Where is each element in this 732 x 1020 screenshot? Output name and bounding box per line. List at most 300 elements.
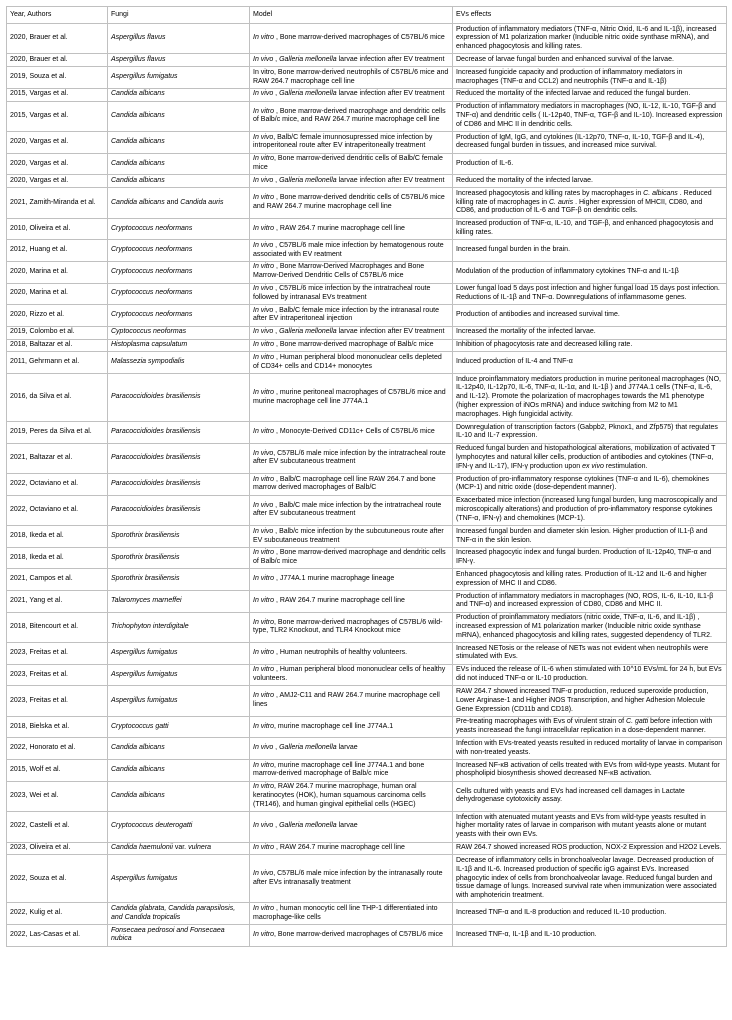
text-segment: . Higher expression of MHCII, CD80, and CD86, and production of IL-6 and TGF-β on dendritic cells.: [456, 198, 703, 215]
italic-text-segment: In vitro: [253, 34, 275, 42]
table-row: [7, 175, 727, 188]
cell-effects: [453, 925, 727, 947]
text-segment: , C57BL/6 male mice infection by hematogenous route associated with EV reatment: [253, 241, 444, 258]
text-segment: 2021, Baltazar et al.: [10, 454, 73, 461]
text-segment: 2021, Yang et al.: [10, 596, 63, 604]
italic-text-segment: In vivo: [253, 744, 274, 752]
cell-model: [250, 240, 453, 262]
cell-model: [250, 474, 453, 496]
italic-text-segment: Sporothrix brasiliensis: [111, 553, 180, 561]
text-segment: 2020, Vargas et al.: [10, 138, 69, 146]
col-header-year-authors: Year, Authors: [7, 7, 108, 24]
cell-year-authors: [7, 175, 108, 188]
cell-year-authors: [7, 925, 108, 947]
text-segment: , murine macrophage cell line J774A.1: [274, 722, 394, 730]
cell-fungi: [108, 760, 250, 782]
cell-effects: [453, 67, 727, 89]
italic-text-segment: In vitro: [253, 427, 275, 435]
cell-year-authors: [7, 903, 108, 925]
cell-effects: [453, 218, 727, 240]
italic-text-segment: Cryptococcus gatti: [111, 722, 169, 730]
cell-fungi: [108, 175, 250, 188]
text-segment: Modulation of the production of inflammatory cytokines TNF-α and IL-1β: [456, 267, 679, 275]
italic-text-segment: Galleria mellonella: [279, 744, 337, 752]
italic-text-segment: Paracoccidioides brasiliensis: [111, 427, 201, 435]
text-segment: 2016, da Silva et al.: [10, 393, 72, 401]
cell-effects: [453, 781, 727, 811]
cell-model: [250, 547, 453, 569]
text-segment: 2023, Wei et al.: [10, 792, 59, 799]
text-segment: Inhibition of phagocytosis rate and decreased killing rate.: [456, 341, 633, 349]
text-segment: In vitro, Bone marrow-derived neutrophils of C57BL/6 mice and RAW 264.7 macrophage cell line: [253, 68, 449, 85]
text-segment: Infection with atenuated mutant yeasts and EVs from wild-type yeasts resulted in higher mortality rates of larvae in comparison with mutant yeasts alone or mutant yeasts with their own EVs.: [456, 813, 707, 839]
cell-fungi: [108, 664, 250, 686]
italic-text-segment: Galleria mellonella: [279, 176, 337, 184]
text-segment: 2023, Freitas et al.: [10, 670, 68, 678]
table-row: [7, 240, 727, 262]
cell-year-authors: [7, 240, 108, 262]
cell-fungi: [108, 305, 250, 327]
cell-effects: [453, 903, 727, 925]
text-segment: , C57BL/6 male mice infection by the intratracheal route after EV subcutaneous treatment: [253, 449, 446, 466]
text-segment: Increased fungicide capacity and production of inflammatory mediators in macrophages (TNF-α and CCL2) and neutrophils (TNF-α and IL-1β): [456, 68, 683, 85]
text-segment: larvae: [336, 744, 358, 752]
italic-text-segment: Aspergillus flavus: [111, 55, 166, 63]
cell-model: [250, 175, 453, 188]
italic-text-segment: Candida albicans: [111, 198, 165, 206]
cell-fungi: [108, 261, 250, 283]
text-segment: EVs induced the release of IL-6 when stimulated with 10^10 EVs/mL for 24 h, but EVs did not induced TNF-α or IL-10 production.: [456, 666, 722, 683]
cell-effects: [453, 760, 727, 782]
cell-fungi: [108, 903, 250, 925]
text-segment: Increased NETosis or the release of NETs was not evident when neutrophils were stimulated with Evs.: [456, 644, 709, 661]
italic-text-segment: In vivo: [253, 133, 274, 141]
italic-text-segment: Trichophyton interdigitale: [111, 623, 189, 630]
italic-text-segment: Aspergillus fumigatus: [111, 73, 178, 81]
text-segment: Infection with EVs-treated yeasts resulted in reduced mortality of larvae in comparison with non-treated yeasts.: [456, 739, 723, 756]
table-row: [7, 101, 727, 131]
text-segment: ,: [273, 176, 280, 184]
italic-text-segment: In vitro: [253, 194, 275, 202]
table-row: [7, 760, 727, 782]
italic-text-segment: In vitro: [253, 596, 275, 604]
italic-text-segment: In vivo: [253, 328, 274, 336]
text-segment: before infection with yeasts increasead the fungi intracellular replication in a dose-dependent manner.: [456, 718, 713, 735]
italic-text-segment: In vitro: [253, 783, 275, 791]
cell-effects: [453, 283, 727, 305]
cell-year-authors: [7, 474, 108, 496]
text-segment: Production of IL-6.: [456, 159, 514, 167]
col-header-evs-effects: EVs effects: [453, 7, 727, 24]
italic-text-segment: Cryptococcus neoformans: [111, 267, 193, 275]
table-row: [7, 842, 727, 855]
italic-text-segment: Cryptococcus deuterogatti: [111, 822, 193, 830]
italic-text-segment: Galleria mellonella: [279, 90, 337, 98]
cell-year-authors: [7, 101, 108, 131]
text-segment: Pre-treating macrophages with Evs of virulent strain of: [456, 718, 627, 726]
cell-fungi: [108, 612, 250, 642]
italic-text-segment: Candida albicans: [111, 159, 165, 167]
cell-fungi: [108, 812, 250, 842]
table-row: [7, 54, 727, 67]
table-row: [7, 526, 727, 548]
text-segment: , RAW 264.7 murine macrophage cell line: [274, 596, 405, 604]
cell-effects: [453, 188, 727, 218]
table-row: [7, 261, 727, 283]
cell-effects: [453, 842, 727, 855]
table-row: [7, 781, 727, 811]
cell-year-authors: [7, 153, 108, 175]
cell-model: [250, 283, 453, 305]
cell-fungi: [108, 526, 250, 548]
cell-year-authors: [7, 326, 108, 339]
cell-fungi: [108, 54, 250, 67]
cell-year-authors: [7, 547, 108, 569]
cell-effects: [453, 153, 727, 175]
italic-text-segment: In vitro: [253, 224, 275, 232]
table-row: [7, 67, 727, 89]
header-row: [7, 7, 727, 24]
cell-year-authors: [7, 374, 108, 422]
cell-model: [250, 374, 453, 422]
text-segment: , RAW 264.7 murine macrophage cell line: [274, 844, 405, 852]
text-segment: , Bone marrow-derived macrophages of C57BL/6 wild-type, TLR2 Knockout, and TLR4 Knockout mice: [253, 618, 443, 635]
cell-model: [250, 526, 453, 548]
text-segment: , Monocyte-Derived CD11c+ Cells of C57BL/6 mice: [274, 427, 435, 435]
table-row: [7, 422, 727, 444]
cell-model: [250, 781, 453, 811]
cell-effects: [453, 374, 727, 422]
cell-model: [250, 716, 453, 738]
cell-effects: [453, 101, 727, 131]
cell-year-authors: [7, 261, 108, 283]
italic-text-segment: ex vivo: [582, 462, 604, 470]
text-segment: Production of inflammatory mediators in macrophages (NO, ROS, IL-6, IL-10, IL1-β and TNF-α) and increased expression of CD80, CD86 and MHC II.: [456, 592, 714, 609]
italic-text-segment: In vitro: [253, 341, 275, 349]
cell-model: [250, 326, 453, 339]
cell-effects: [453, 526, 727, 548]
cell-effects: [453, 855, 727, 903]
table-row: [7, 569, 727, 591]
italic-text-segment: Candida albicans: [111, 792, 165, 799]
cell-year-authors: [7, 305, 108, 327]
italic-text-segment: Galleria mellonella: [279, 822, 337, 830]
text-segment: larvae infection after EV treatment: [336, 90, 445, 98]
cell-fungi: [108, 925, 250, 947]
text-segment: Increased phagocytic index and fungal burden. Production of IL-12p40, TNF-α and IFN-γ.: [456, 549, 712, 566]
cell-effects: [453, 716, 727, 738]
cell-effects: [453, 474, 727, 496]
table-row: [7, 855, 727, 903]
cell-model: [250, 760, 453, 782]
text-segment: , Human peripheral blood mononuclear cells of healthy volunteers.: [253, 666, 446, 683]
text-segment: , Bone marrow-derived macrophage and dendritic cells of Balb/c mice, and RAW 264.7 murine macrophage cell line: [253, 107, 446, 124]
italic-text-segment: In vitro: [253, 844, 275, 852]
cell-model: [250, 422, 453, 444]
cell-effects: [453, 547, 727, 569]
text-segment: , Human peripheral blood mononuclear cells depleted of CD34+ cells and CD14+ monocytes: [253, 353, 442, 370]
text-segment: 2022, Octaviano et al.: [10, 506, 79, 514]
italic-text-segment: In vitro: [253, 353, 275, 361]
cell-year-authors: [7, 188, 108, 218]
text-segment: Production of pro-inflammatory response cytokines (TNF-α and IL-6), chemokines (MCP-1) and nitric oxide (dose-dependent manner).: [456, 475, 710, 492]
cell-year-authors: [7, 760, 108, 782]
cell-fungi: [108, 855, 250, 903]
italic-text-segment: In vivo: [253, 241, 274, 249]
italic-text-segment: In vitro: [253, 263, 275, 271]
italic-text-segment: In vivo: [253, 501, 274, 509]
text-segment: 2012, Huang et al.: [10, 246, 68, 254]
table-row: [7, 339, 727, 352]
text-segment: Increased fungal burden in the brain.: [456, 246, 571, 254]
cell-fungi: [108, 240, 250, 262]
cell-model: [250, 54, 453, 67]
cell-fungi: [108, 781, 250, 811]
italic-text-segment: In vitro: [253, 722, 275, 730]
table-header: [7, 7, 727, 24]
table-row: [7, 591, 727, 613]
cell-model: [250, 24, 453, 54]
cell-model: [250, 591, 453, 613]
text-segment: 2015, Vargas et al.: [10, 90, 69, 98]
cell-effects: [453, 738, 727, 760]
table-row: [7, 218, 727, 240]
cell-fungi: [108, 443, 250, 473]
text-segment: , Human neutrophils of healthy volunteers.: [274, 649, 408, 657]
italic-text-segment: In vitro: [253, 549, 275, 557]
text-segment: 2010, Oliveira et al.: [10, 224, 71, 232]
italic-text-segment: Candida albicans: [111, 112, 165, 119]
cell-effects: [453, 443, 727, 473]
italic-text-segment: In vitro: [253, 761, 275, 769]
cell-fungi: [108, 474, 250, 496]
cell-year-authors: [7, 495, 108, 525]
text-segment: Increased NF-κB activation of cells treated with EVs from wild-type yeasts. Mutant for phospholipid biosynthesis showed decreased NF-κB activation.: [456, 761, 720, 778]
cell-model: [250, 153, 453, 175]
cell-model: [250, 686, 453, 716]
text-segment: 2011, Gehrmann et al.: [10, 358, 80, 366]
text-segment: 2019, Peres da Silva et al.: [10, 427, 92, 435]
text-segment: , RAW 264.7 murine macrophage cell line: [274, 224, 405, 232]
cell-effects: [453, 612, 727, 642]
cell-effects: [453, 175, 727, 188]
text-segment: 2020, Vargas et al.: [10, 176, 69, 184]
cell-effects: [453, 569, 727, 591]
text-segment: ,: [273, 744, 280, 752]
cell-fungi: [108, 218, 250, 240]
text-segment: , human monocytic cell line THP-1 differentiated into macrophage-like cells: [253, 904, 438, 921]
cell-year-authors: [7, 54, 108, 67]
italic-text-segment: In vitro: [253, 649, 275, 657]
text-segment: , Bone marrow-derived macrophage of Balb/c mice: [274, 341, 434, 349]
cell-fungi: [108, 339, 250, 352]
text-segment: 2022, Las-Casas et al.: [10, 930, 81, 938]
italic-text-segment: Sporothrix brasiliensis: [111, 532, 180, 540]
cell-model: [250, 132, 453, 154]
text-segment: , Bone marrow-derived macrophage and dendritic cells of Balb/c mice: [253, 549, 446, 566]
italic-text-segment: vulnera: [188, 844, 212, 852]
text-segment: , J774A.1 murine macrophage lineage: [274, 575, 395, 583]
text-segment: RAW 264.7 showed increased ROS production, NOX-2 Expression and H2O2 Levels.: [456, 844, 722, 852]
italic-text-segment: Candida albicans: [111, 90, 165, 98]
cell-model: [250, 352, 453, 374]
italic-text-segment: Cyptococcus neoformas: [111, 328, 187, 336]
italic-text-segment: Candida albicans: [111, 176, 165, 184]
cell-effects: [453, 686, 727, 716]
text-segment: 2023, Freitas et al.: [10, 696, 68, 704]
text-segment: restimulation.: [603, 462, 648, 470]
text-segment: , Bone Marrow-Derived Macrophages and Bone Marrow-Derived Dendritic Cells of C57BL/6 mice: [253, 263, 425, 280]
cell-effects: [453, 54, 727, 67]
text-segment: 2020, Brauer et al.: [10, 34, 68, 42]
italic-text-segment: In vitro: [253, 666, 275, 674]
italic-text-segment: C. auris: [549, 198, 574, 206]
text-segment: 2022, Octaviano et al.: [10, 480, 79, 488]
italic-text-segment: In vivo: [253, 822, 274, 830]
cell-effects: [453, 24, 727, 54]
text-segment: Increased the mortality of the infected larvae.: [456, 328, 596, 336]
cell-fungi: [108, 374, 250, 422]
cell-model: [250, 812, 453, 842]
cell-model: [250, 569, 453, 591]
text-segment: , Balb/C male mice infection by the intratracheal route after EV subcutaneous treatment: [253, 501, 442, 518]
text-segment: Increased phagocytosis and killing rates by macrophages in: [456, 189, 644, 197]
text-segment: , murine peritoneal macrophages of C57BL/6 mice and murine macrophage cell line J774A.1: [253, 388, 446, 405]
cell-fungi: [108, 591, 250, 613]
italic-text-segment: In vitro: [253, 575, 275, 583]
text-segment: 2015, Wolf et al.: [10, 765, 61, 773]
text-segment: Reduced the mortality of the infected larvae.: [456, 176, 593, 184]
table-row: [7, 283, 727, 305]
text-segment: , Bone marrow-derived macrophages of C57BL/6 mice: [274, 34, 445, 42]
text-segment: Production of IgM, IgG, and cytokines (IL-12p70, TNF-α, IL-10, TGF-β and IL-4), decreased fungal burden in tissues, and increased mice survival.: [456, 133, 705, 150]
text-segment: 2018, Ikeda et al.: [10, 532, 64, 540]
text-segment: Reduced fungal burden and histopathological alterations, mobilization of activated T lymphocytes and natural killer cells, production of antibodies and cytokines (TNF-α, IFN-γ and IL-17), IFN-γ production upon: [456, 445, 716, 470]
text-segment: 2023, Freitas et al.: [10, 649, 68, 657]
table-row: [7, 812, 727, 842]
cell-effects: [453, 591, 727, 613]
italic-text-segment: In vitro: [253, 155, 275, 163]
italic-text-segment: Malassezia sympodialis: [111, 358, 185, 366]
cell-fungi: [108, 153, 250, 175]
cell-year-authors: [7, 812, 108, 842]
text-segment: 2021, Campos et al.: [10, 575, 73, 583]
text-segment: Decrease of inflammatory cells in bronchoalveolar lavage. Decreased production of IL-1β and IL-6. Increased production of specific igG against EVs. Increased phagocytic index of cells from bronchoalveolar lavage. Reduced fungal burden and tissue damage of lungs. Increased survival rate when immunization were associated with amphotericin treatment.: [456, 856, 717, 900]
italic-text-segment: Candida glabrata, Candida parapsilosis, and Candida tropicalis: [111, 904, 236, 921]
cell-year-authors: [7, 218, 108, 240]
cell-effects: [453, 305, 727, 327]
cell-year-authors: [7, 738, 108, 760]
italic-text-segment: In vivo: [253, 285, 274, 292]
cell-year-authors: [7, 526, 108, 548]
text-segment: 2023, Oliveira et al.: [10, 844, 71, 852]
table-row: [7, 352, 727, 374]
cell-model: [250, 643, 453, 665]
italic-text-segment: In vitro: [253, 107, 275, 115]
table-row: [7, 686, 727, 716]
cell-fungi: [108, 24, 250, 54]
table-body: [7, 24, 727, 947]
italic-text-segment: Candida auris: [180, 198, 224, 206]
col-header-fungi: Fungi: [108, 7, 250, 24]
text-segment: Downregulation of transcription factors (Gabpb2, Pknox1, and Zfp575) that regulates IL-10 and IL-7 expression.: [456, 423, 718, 440]
text-segment: Induced production of IL-4 and TNF-α: [456, 358, 573, 366]
text-segment: Exacerbated mice infection (increased lung fungal burden, lung macroscopically and microscopically alterations) and production of pro-inflammatory response cytokines (TNF-α, IFN-γ) and chemokines (MCP-1).: [456, 497, 718, 522]
cell-fungi: [108, 716, 250, 738]
italic-text-segment: Galleria mellonella: [279, 55, 337, 63]
text-segment: ,: [273, 90, 280, 98]
italic-text-segment: Galleria mellonella: [279, 328, 337, 336]
italic-text-segment: Aspergillus fumigatus: [111, 874, 178, 882]
evs-effects-table: [6, 6, 727, 947]
table-row: [7, 443, 727, 473]
table-row: [7, 495, 727, 525]
cell-year-authors: [7, 422, 108, 444]
table-row: [7, 664, 727, 686]
cell-fungi: [108, 738, 250, 760]
text-segment: , Bone marrow-derived dendritic cells of C57BL/6 mice and RAW 264.7 murine macrophage cell line: [253, 194, 445, 210]
italic-text-segment: In vitro: [253, 930, 275, 938]
italic-text-segment: Cryptococcus neoformans: [111, 311, 193, 319]
cell-model: [250, 188, 453, 218]
text-segment: Increased fungal burden and diameter skin lesion. Higher production of IL1-β and TNF-α in the skin lesion.: [456, 527, 708, 544]
italic-text-segment: In vivo: [253, 90, 274, 98]
italic-text-segment: Candida albicans: [111, 765, 165, 773]
cell-year-authors: [7, 643, 108, 665]
table-row: [7, 738, 727, 760]
text-segment: 2022, Honorato et al.: [10, 744, 76, 752]
cell-effects: [453, 495, 727, 525]
italic-text-segment: Candida albicans: [111, 744, 165, 752]
text-segment: 2015, Vargas et al.: [10, 112, 69, 119]
cell-year-authors: [7, 612, 108, 642]
italic-text-segment: In vivo: [253, 449, 274, 457]
text-segment: , RAW 264.7 murine macrophage, human oral keratinocytes (HOK), human squamous carcinoma cells (TR146), and human gingival epithelial cells (HGEC): [253, 783, 426, 808]
text-segment: Increased production of TNF-α, IL-10, and TGF-β, and enhanced phagocytosis and killing rates.: [456, 220, 714, 236]
text-segment: 2018, Bitencourt et al.: [10, 623, 79, 630]
italic-text-segment: Candida haemulonii: [111, 844, 173, 852]
text-segment: , Bone marrow-derived dendritic cells of Balb/C female mice: [253, 155, 443, 172]
text-segment: Lower fungal load 5 days post infection and higher fungal load 15 days post infection. Reductions of IL-1β and TNF-α. Downregulations of inflammasome genes.: [456, 285, 720, 301]
cell-model: [250, 67, 453, 89]
text-segment: , Balb/C female mice infection by the intranasal route after EV intraperitoneal injection: [253, 306, 439, 323]
cell-year-authors: [7, 339, 108, 352]
cell-fungi: [108, 283, 250, 305]
cell-model: [250, 495, 453, 525]
cell-model: [250, 443, 453, 473]
text-segment: ,: [273, 55, 280, 63]
col-header-model: Model: [250, 7, 453, 24]
cell-year-authors: [7, 842, 108, 855]
italic-text-segment: In vivo: [253, 306, 274, 314]
cell-year-authors: [7, 781, 108, 811]
cell-year-authors: [7, 664, 108, 686]
italic-text-segment: Paracoccidioides brasiliensis: [111, 506, 201, 514]
text-segment: 2021, Zamith-Miranda et al.: [10, 198, 96, 206]
cell-fungi: [108, 569, 250, 591]
italic-text-segment: Aspergillus fumigatus: [111, 696, 178, 704]
italic-text-segment: Cryptococcus neoformans: [111, 224, 193, 232]
text-segment: , AMJ2-C11 and RAW 264.7 murine macrophage cell lines: [253, 692, 440, 709]
table-row: [7, 716, 727, 738]
table-row: [7, 643, 727, 665]
text-segment: RAW 264.7 showed increased TNF-α production, reduced superoxide production, Lower Arginase-1 and Higher iNOS Transcription, and higher Adhesion Molecule Gene Expression (CD11b and CD18).: [456, 687, 709, 713]
text-segment: 2020, Marina et al.: [10, 289, 68, 297]
text-segment: larvae infection after EV treatment: [336, 55, 445, 63]
text-segment: 2020, Rizzo et al.: [10, 311, 65, 319]
italic-text-segment: In vitro: [253, 388, 275, 396]
text-segment: 2022, Souza et al.: [10, 874, 67, 882]
